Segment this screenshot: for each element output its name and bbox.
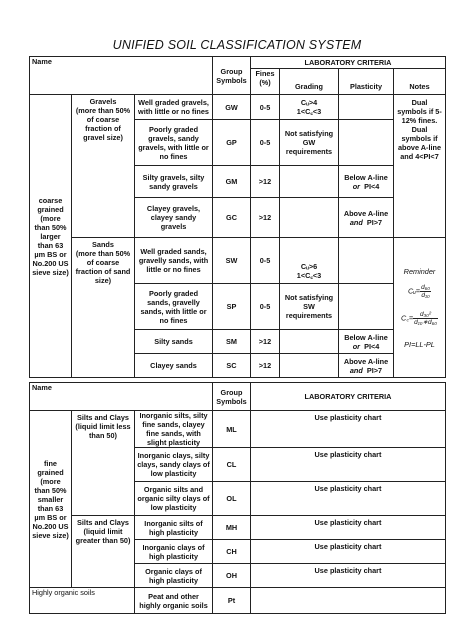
soil-name: Poorly graded sands, gravelly sands, with little or no fines xyxy=(135,284,213,330)
fines-value: >12 xyxy=(251,198,280,238)
plasticity-pi: PI<4 xyxy=(364,181,380,191)
grading-value xyxy=(280,95,339,120)
soil-name: Poorly graded gravels, sandy gravels, with little or no fines xyxy=(135,120,213,166)
grading-value xyxy=(280,198,339,238)
plasticity-value xyxy=(339,120,394,166)
group-symbol: OL xyxy=(213,482,251,516)
criteria-value: Use plasticity chart xyxy=(251,448,446,482)
fines-value: >12 xyxy=(251,354,280,378)
document-title: UNIFIED SOIL CLASSIFICATION SYSTEM xyxy=(112,38,362,52)
fine-grained-cell xyxy=(30,411,72,588)
group-symbol: SP xyxy=(213,284,251,330)
grading-cu: Cᵤ>6 xyxy=(300,262,318,271)
cc-fraction xyxy=(413,311,438,326)
sands-desc: (more than 50% of coarse fraction of sand size) xyxy=(75,249,131,285)
fines-value: >12 xyxy=(251,166,280,198)
group-symbol: CL xyxy=(213,448,251,482)
gravels-cell xyxy=(72,95,135,238)
plasticity-pi: PI>7 xyxy=(366,365,383,375)
soil-name: Inorganic silts of high plasticity xyxy=(135,516,213,540)
group-symbol: Pt xyxy=(213,588,251,614)
fines-value: 0-5 xyxy=(251,238,280,284)
soil-name: Well graded gravels, with little or no fines xyxy=(135,95,213,120)
grading-cc: 1<C꜀<3 xyxy=(296,271,322,280)
plasticity-op: or xyxy=(352,341,361,351)
fines-value: 0-5 xyxy=(251,284,280,330)
soil-name: Clayey gravels, clayey sandy gravels xyxy=(135,198,213,238)
soil-name: Inorganic clays of high plasticity xyxy=(135,540,213,564)
plasticity-aline: Below A-line xyxy=(344,332,388,342)
silts-clays-low-desc: (liquid limit less than 50) xyxy=(75,422,131,440)
criteria-value: Use plasticity chart xyxy=(251,540,446,564)
criteria-value: Use plasticity chart xyxy=(251,516,446,540)
table-row xyxy=(30,588,446,614)
grading-value: Not satisfying SW requirements xyxy=(280,284,339,330)
plasticity-value xyxy=(339,330,394,354)
grading-header: Grading xyxy=(280,69,339,95)
plasticity-pi: PI<4 xyxy=(364,341,380,351)
cc-numerator: d₃₀² xyxy=(413,311,438,319)
plasticity-value xyxy=(339,238,394,284)
silts-clays-high-desc: (liquid limit greater than 50) xyxy=(75,527,131,545)
table-row xyxy=(30,95,446,120)
group-symbols-header: Group Symbols xyxy=(213,57,251,95)
coarse-header-row xyxy=(30,57,446,69)
notes-gravels-cell xyxy=(394,95,446,238)
plasticity-value xyxy=(339,284,394,330)
plasticity-aline: Above A-line xyxy=(343,208,389,218)
fines-value: 0-5 xyxy=(251,120,280,166)
plasticity-aline: Below A-line xyxy=(344,172,388,182)
dual-symbols-fines-note: Dual symbols if 5-12% fines. xyxy=(397,98,442,125)
soil-name: Well graded sands, gravelly sands, with little or no fines xyxy=(135,238,213,284)
group-symbol: SM xyxy=(213,330,251,354)
fine-grained-desc: (more than 50% smaller than 63 µm BS or No.200 US sieve size) xyxy=(32,476,69,540)
soil-name: Silty gravels, silty sandy gravels xyxy=(135,166,213,198)
table-row xyxy=(30,516,446,540)
notes-header: Notes xyxy=(394,69,446,95)
cc-lhs: C꜀= xyxy=(401,312,414,322)
cc-formula xyxy=(396,311,443,326)
plasticity-op: and xyxy=(349,365,363,375)
group-symbol: GP xyxy=(213,120,251,166)
cc-denominator: d₁₀∗d₆₀ xyxy=(414,318,437,326)
soil-name: Peat and other highly organic soils xyxy=(135,588,213,614)
grading-value xyxy=(280,166,339,198)
silts-clays-high-cell xyxy=(72,516,135,588)
coarse-grained-desc: (more than 50% larger than 63 µm BS or No.200 US sieve size) xyxy=(32,213,69,277)
grading-value xyxy=(280,354,339,378)
gravels-desc: (more than 50% of coarse fraction of gravel size) xyxy=(75,106,131,142)
criteria-value: Use plasticity chart xyxy=(251,564,446,588)
plasticity-op: and xyxy=(349,217,363,227)
group-symbol: SC xyxy=(213,354,251,378)
reminder-label: Reminder xyxy=(403,266,436,276)
fines-header: Fines (%) xyxy=(251,69,280,95)
group-symbol: GM xyxy=(213,166,251,198)
fine-header-row xyxy=(30,383,446,411)
fines-value: 0-5 xyxy=(251,95,280,120)
silts-clays-low-label: Silts and Clays xyxy=(77,413,129,422)
criteria-value xyxy=(251,588,446,614)
group-symbol: CH xyxy=(213,540,251,564)
laboratory-criteria-header: LABORATORY CRITERIA xyxy=(251,57,446,69)
group-symbol: GW xyxy=(213,95,251,120)
cu-fraction xyxy=(420,284,431,299)
soil-name: Silty sands xyxy=(135,330,213,354)
plasticity-aline: Above A-line xyxy=(343,356,389,366)
gravels-label: Gravels xyxy=(89,97,117,106)
highly-organic-label: Highly organic soils xyxy=(30,588,135,614)
laboratory-criteria-header: LABORATORY CRITERIA xyxy=(251,383,446,411)
plasticity-value xyxy=(339,198,394,238)
uscs-table xyxy=(29,56,446,614)
group-symbol: ML xyxy=(213,411,251,448)
soil-name: Inorganic clays, silty clays, sandy clays of low plasticity xyxy=(135,448,213,482)
soil-name: Organic clays of high plasticity xyxy=(135,564,213,588)
silts-clays-low-cell xyxy=(72,411,135,516)
notes-reminder-cell xyxy=(394,238,446,378)
grading-value xyxy=(280,330,339,354)
group-symbol: SW xyxy=(213,238,251,284)
grading-cc: 1<C꜀<3 xyxy=(296,107,322,116)
dual-symbols-aline-note: Dual symbols if above A-line and 4<PI<7 xyxy=(397,125,442,161)
grading-value: Not satisfying GW requirements xyxy=(280,120,339,166)
group-symbol: GC xyxy=(213,198,251,238)
plasticity-value xyxy=(339,166,394,198)
pi-formula: PI=LL-PL xyxy=(404,339,435,349)
group-symbols-header: Group Symbols xyxy=(213,383,251,411)
cu-numerator: d₆₀ xyxy=(421,283,431,291)
plasticity-pi: PI>7 xyxy=(366,217,383,227)
cu-lhs: Cᵤ= xyxy=(407,285,421,295)
criteria-value: Use plasticity chart xyxy=(251,411,446,448)
soil-name: Organic silts and organic silty clays of low plasticity xyxy=(135,482,213,516)
plasticity-op: or xyxy=(352,181,361,191)
soil-name: Clayey sands xyxy=(135,354,213,378)
coarse-grained-label: coarse grained xyxy=(37,195,64,214)
name-header: Name xyxy=(30,57,213,95)
group-symbol: OH xyxy=(213,564,251,588)
grading-cu: Cᵤ>4 xyxy=(300,98,318,107)
sands-cell xyxy=(72,238,135,378)
plasticity-value xyxy=(339,354,394,378)
criteria-value: Use plasticity chart xyxy=(251,482,446,516)
sands-label: Sands xyxy=(92,240,114,249)
grading-value xyxy=(280,238,339,284)
soil-name: Inorganic silts, silty fine sands, clayey fine sands, with slight plasticity xyxy=(135,411,213,448)
group-symbol: MH xyxy=(213,516,251,540)
cu-formula xyxy=(396,284,443,299)
silts-clays-high-label: Silts and Clays xyxy=(77,518,129,527)
name-header: Name xyxy=(30,383,213,411)
plasticity-header: Plasticity xyxy=(339,69,394,95)
table-row xyxy=(30,238,446,284)
table-row xyxy=(30,411,446,448)
fine-grained-label: fine grained xyxy=(37,458,64,477)
cu-denominator: d₁₀ xyxy=(421,291,430,299)
plasticity-value xyxy=(339,95,394,120)
coarse-grained-cell xyxy=(30,95,72,378)
fines-value: >12 xyxy=(251,330,280,354)
